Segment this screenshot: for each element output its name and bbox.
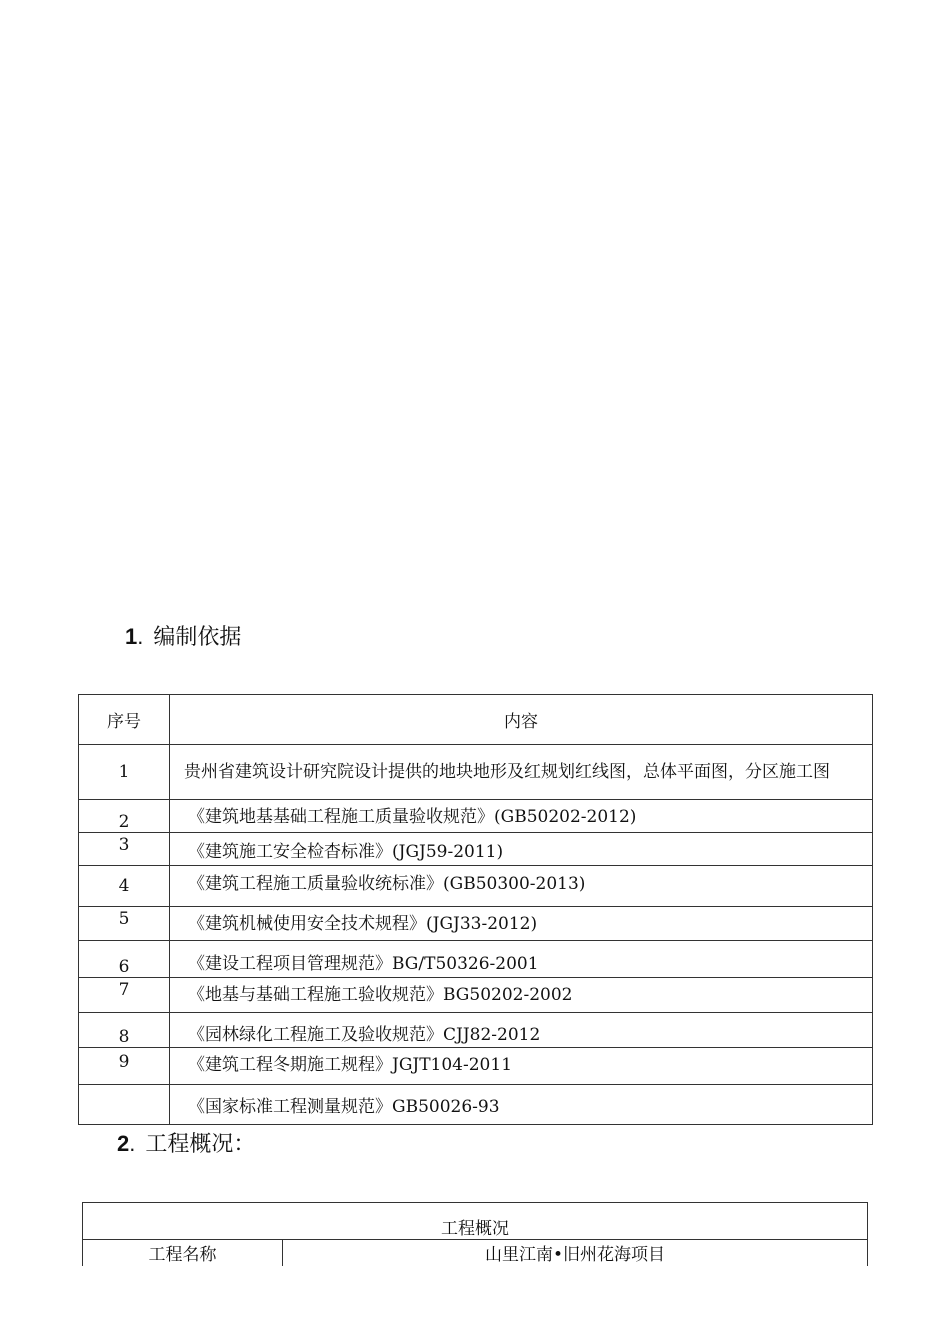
section-title: 编制依据 [153,625,242,650]
row-no: 9 [79,1048,170,1085]
project-name-label: 工程名称 [83,1240,283,1267]
table-row [79,978,873,1013]
section-number: 1 [125,624,138,649]
row-content: 《建筑工程施工质量验收统标准》(GB50300-2013) [170,866,873,907]
row-content: 《园林绿化工程施工及验收规范》CJJ82-2012 [170,1013,873,1048]
row-content: 贵州省建筑设计研究院设计提供的地块地形及红规划红线图，总体平面图，分区施工图 [170,745,873,800]
row-no: 1 [79,745,170,800]
table-row [83,1240,868,1267]
overview-title-row [83,1203,868,1240]
table-row [79,1048,873,1085]
row-no: 2 [79,800,170,833]
header-content: 内容 [170,695,873,745]
section-dot: . [137,624,144,649]
project-name-value: 山里江南•旧州花海项目 [283,1240,868,1267]
row-content: 《建筑工程冬期施工规程》JGJT104-2011 [170,1048,873,1085]
table-row [79,1013,873,1048]
row-content: 《国家标准工程测量规范》GB50026-93 [170,1085,873,1125]
row-no: 7 [79,978,170,1013]
row-no: 8 [79,1013,170,1048]
row-no: 5 [79,907,170,941]
overview-table [82,1202,868,1266]
row-content: 《建筑地基基础工程施工质量验收规范》(GB50202-2012) [170,800,873,833]
table-row [79,833,873,866]
table-row [79,941,873,978]
row-content: 《建筑施工安全检杳标准》(JGJ59-2011) [170,833,873,866]
overview-title: 工程概况 [83,1203,868,1240]
table-header-row [79,695,873,745]
row-content: 《建筑机械使用安全技术规程》(JGJ33-2012) [170,907,873,941]
section-1-heading [125,620,241,651]
row-content: 《建设工程项目管理规范》BG/T50326-2001 [170,941,873,978]
basis-table [78,694,873,1125]
row-no: 6 [79,941,170,978]
row-content: 《地基与基础工程施工验收规范》BG50202-2002 [170,978,873,1013]
section-2-heading [117,1127,255,1158]
header-no: 序号 [79,695,170,745]
section-title: 工程概况： [145,1132,256,1157]
table-row [79,745,873,800]
row-no: 4 [79,866,170,907]
table-row [79,907,873,941]
section-number: 2 [117,1131,130,1156]
table-row [79,1085,873,1125]
table-row [79,866,873,907]
row-no [79,1085,170,1125]
row-no: 3 [79,833,170,866]
table-row [79,800,873,833]
section-dot: . [129,1131,136,1156]
